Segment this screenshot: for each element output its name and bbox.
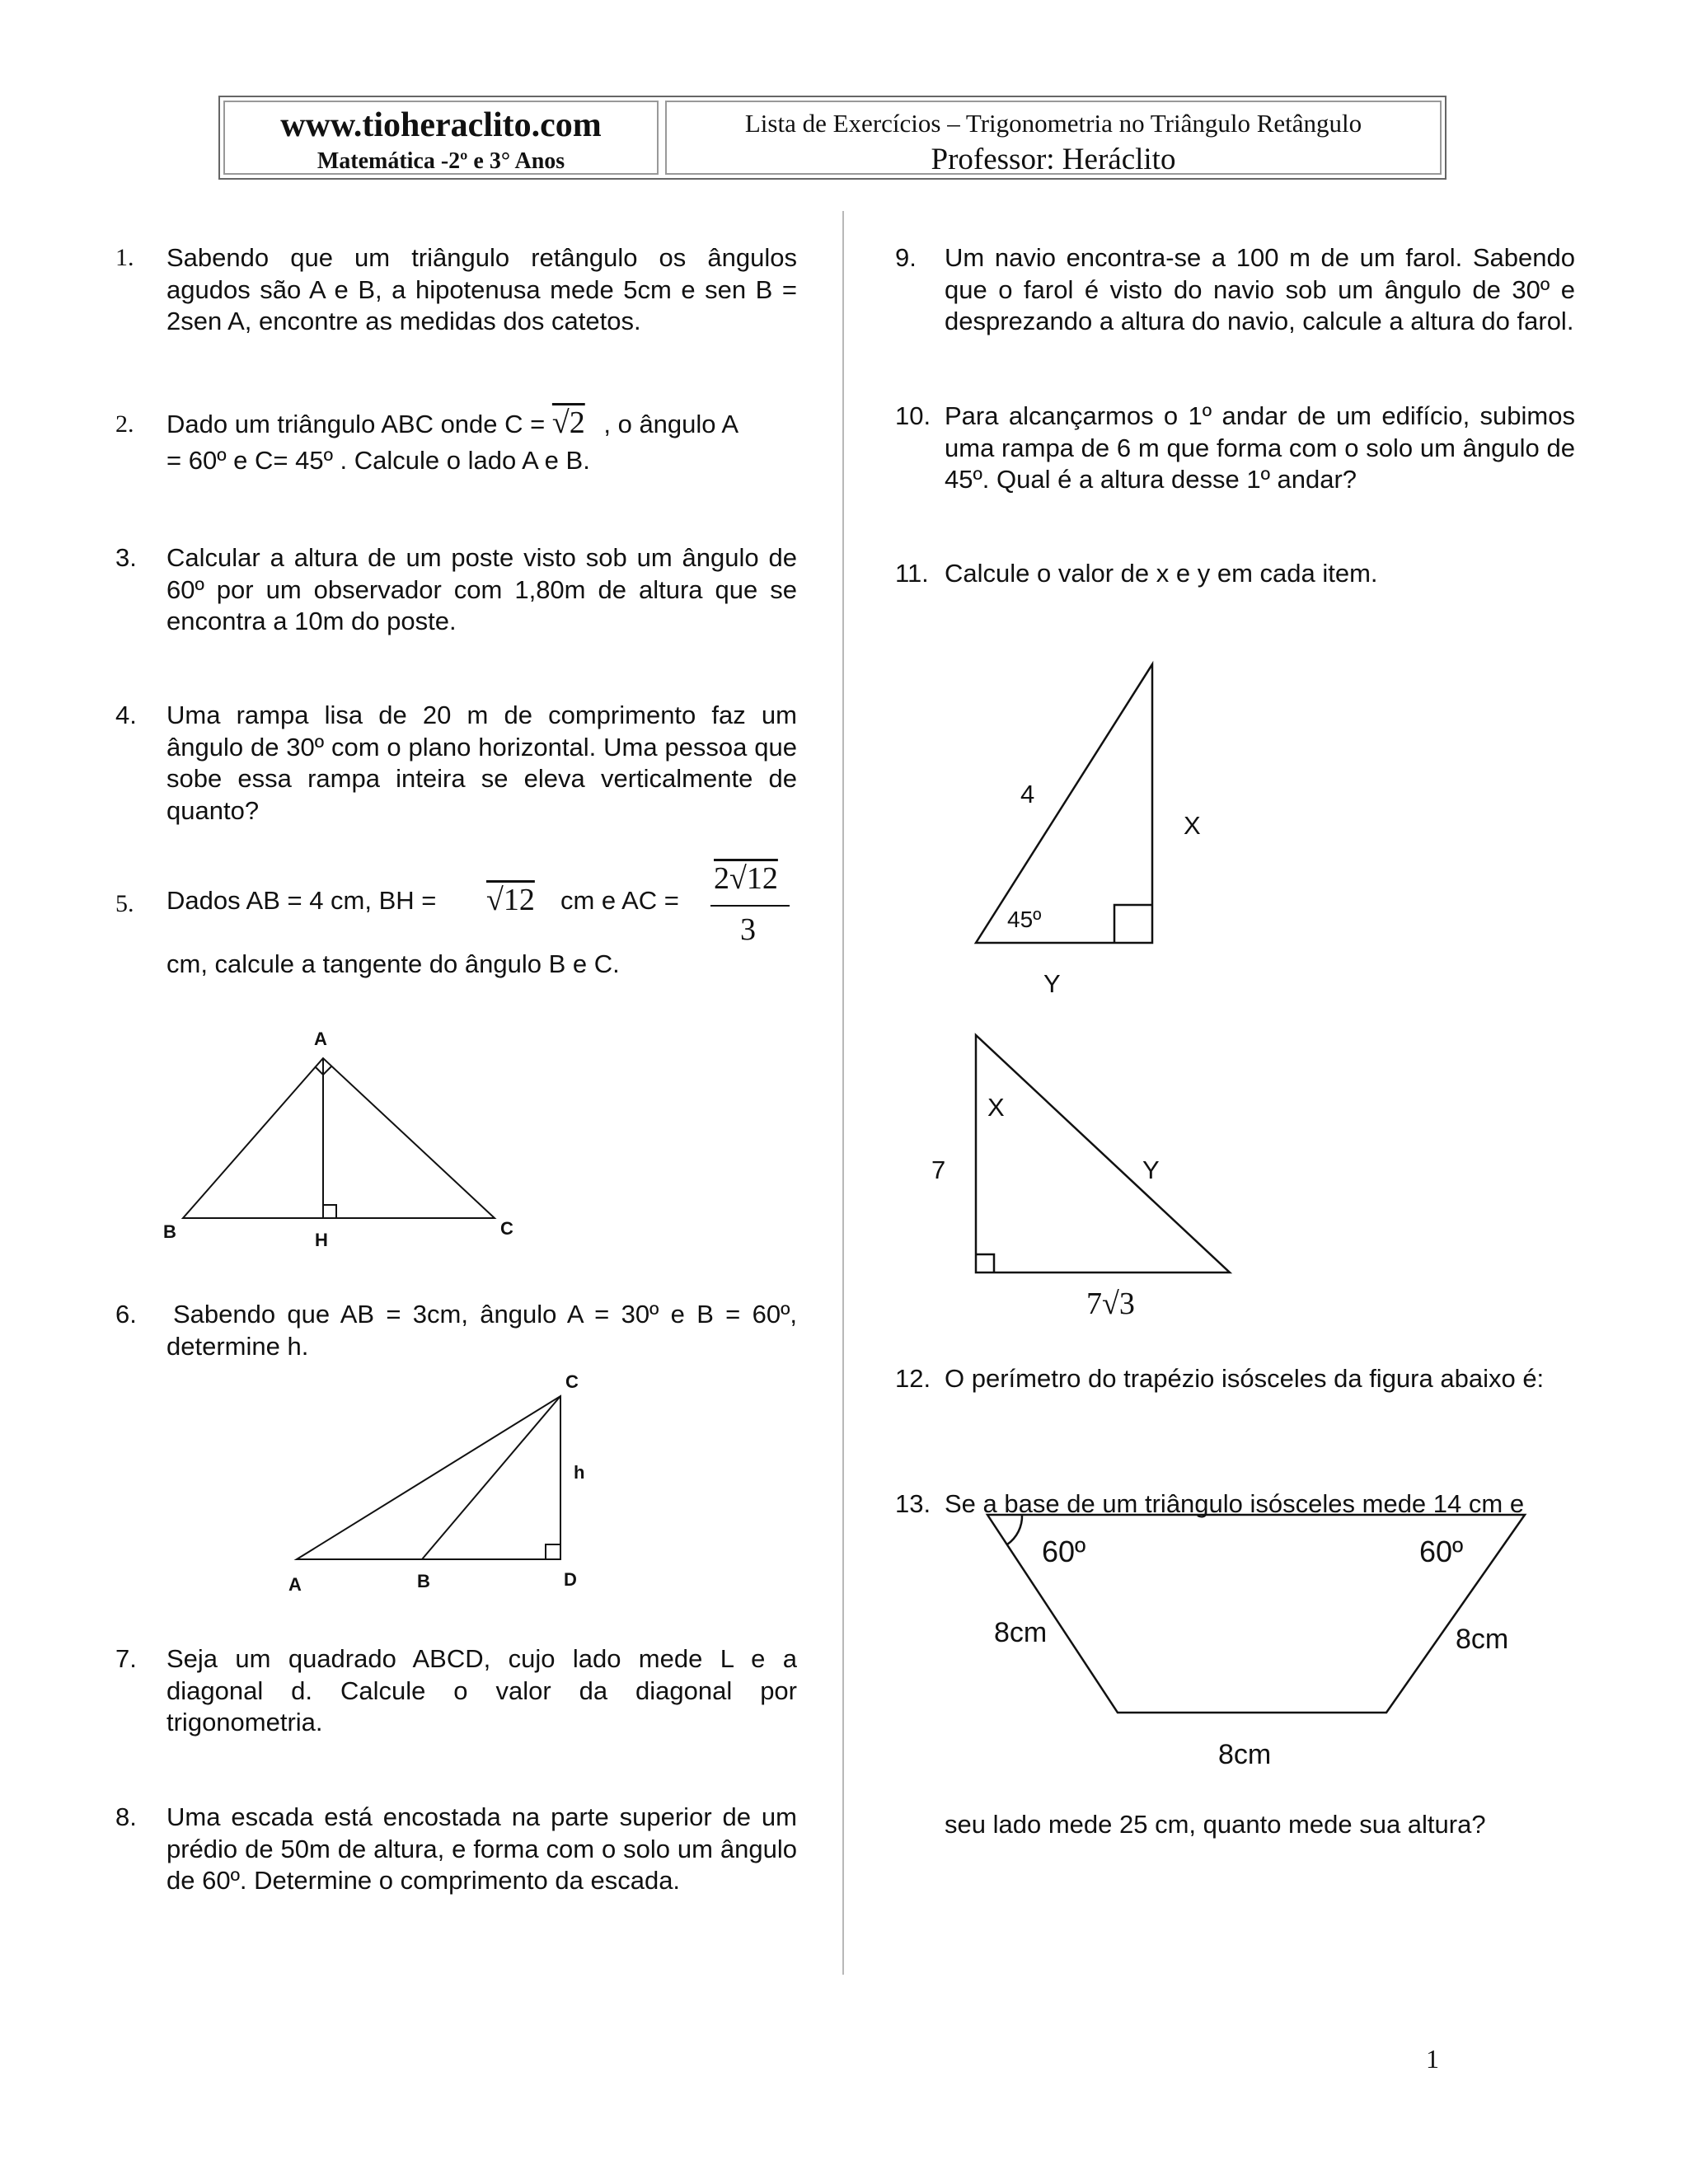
header-box [218, 96, 1447, 180]
question-5-fraction-denominator: 3 [740, 912, 756, 947]
triangle-abc [183, 1058, 495, 1218]
question-4-text: Uma rampa lisa de 20 m de comprimento faz um ângulo de 30º com o plano horizontal. Uma pessoa que sobe essa rampa inteira se eleva verticalmente de quanto? [166, 701, 797, 825]
question-12-number: 12. [895, 1364, 931, 1393]
segment-bc [422, 1396, 560, 1559]
question-1-text: Sabendo que um triângulo retângulo os ângulos agudos são A e B, a hipotenusa mede 5cm e sen B = 2sen A, encontre as medidas dos catetos. [166, 243, 797, 335]
question-7-number: 7. [115, 1644, 137, 1673]
question-9-text: Um navio encontra-se a 100 m de um farol. Sabendo que o farol é visto do navio sob um ângulo de 30º e desprezando a altura do navio, calcule a altura do farol. [945, 243, 1575, 335]
fig6-label-c: C [565, 1371, 579, 1392]
question-3-number: 3. [115, 543, 137, 572]
figure-q6-triangle [280, 1368, 593, 1566]
right-angle-h [323, 1205, 336, 1218]
question-5-number: 5. [115, 890, 134, 917]
question-5-text-b: cm e AC = [560, 886, 679, 915]
fig12-label-bottom: 8cm [1218, 1739, 1272, 1770]
header-right-cell [665, 101, 1442, 175]
question-5-fraction-bar [710, 905, 790, 907]
fig11a-label-x: X [1184, 811, 1201, 840]
question-9-number: 9. [895, 243, 917, 272]
fig6-label-d: D [564, 1569, 577, 1590]
page-number: 1 [1426, 2044, 1439, 2074]
header-left-cell [223, 101, 659, 175]
question-6-text: Sabendo que AB = 3cm, ângulo A = 30º e B = 60º, determine h. [166, 1300, 797, 1361]
triangle-11a [976, 664, 1152, 943]
question-7-text: Seja um quadrado ABCD, cujo lado mede L e a diagonal d. Calcule o valor da diagonal por trigonometria. [166, 1644, 797, 1736]
question-2-line2: = 60º e C= 45º . Calcule o lado A e B. [166, 446, 590, 475]
fig5-label-a: A [314, 1029, 327, 1049]
question-11-number: 11. [895, 559, 929, 588]
fig12-label-side-right: 8cm [1456, 1624, 1509, 1655]
fig6-label-b: B [417, 1571, 430, 1591]
right-angle-d [546, 1544, 560, 1559]
fig5-label-c: C [500, 1218, 513, 1239]
question-2-text-a: Dado um triângulo ABC onde C = [166, 410, 546, 438]
site-title: www.tioheraclito.com [280, 106, 602, 144]
course-subtitle: Matemática -2º e 3° Anos [316, 148, 565, 174]
question-5-fraction-numerator: 2√12 [714, 861, 778, 896]
question-10-text: Para alcançarmos o 1º andar de um edifício, subimos uma rampa de 6 m que forma com o solo um ângulo de 45º. Qual é a altura desse 1º andar? [945, 401, 1575, 494]
question-5-text-a: Dados AB = 4 cm, BH = [166, 886, 437, 915]
question-13-continuation: seu lado mede 25 cm, quanto mede sua altura? [945, 1810, 1486, 1839]
question-11-text: Calcule o valor de x e y em cada item. [945, 559, 1378, 588]
question-2-text-b: , o ângulo A [603, 410, 739, 438]
question-8-text: Uma escada está encostada na parte superior de um prédio de 50m de altura, e forma com o solo um ângulo de 60º. Determine o comprimento da escada. [166, 1802, 797, 1895]
fig11b-label-y: Y [1142, 1155, 1160, 1184]
list-title: Lista de Exercícios – Trigonometria no Triângulo Retângulo [744, 109, 1362, 138]
triangle-acd [297, 1396, 560, 1559]
column-divider [842, 211, 844, 1975]
question-4-number: 4. [115, 701, 137, 729]
angle-arc-left [1007, 1515, 1022, 1544]
question-2-number: 2. [115, 410, 134, 438]
fig5-label-b: B [163, 1221, 176, 1242]
fig11b-label-base: 7√3 [1086, 1286, 1135, 1321]
right-angle-11a [1114, 905, 1152, 943]
fig12-label-angle-left: 60º [1042, 1535, 1086, 1568]
triangle-11b [976, 1035, 1230, 1272]
question-6-number: 6. [115, 1300, 137, 1329]
right-angle-11b [976, 1254, 994, 1272]
fig6-label-h: h [574, 1462, 585, 1483]
question-3-text: Calcular a altura de um poste visto sob um ângulo de 60º por um observador com 1,80m de altura que se encontra a 10m do poste. [166, 543, 797, 635]
question-1-number: 1. [115, 244, 134, 271]
fig12-label-side-left: 8cm [994, 1617, 1048, 1648]
question-13-number: 13. [895, 1489, 931, 1518]
fig6-label-a: A [288, 1574, 302, 1595]
question-2-line1 [166, 406, 801, 441]
fig11a-label-hyp: 4 [1020, 780, 1035, 808]
question-13-text: Se a base de um triângulo isósceles mede 14 cm e [945, 1489, 1525, 1518]
fig12-label-angle-right: 60º [1419, 1535, 1464, 1568]
question-12-text: O perímetro do trapézio isósceles da figura abaixo é: [945, 1364, 1545, 1393]
question-10-number: 10. [895, 401, 931, 430]
fig5-label-h: H [315, 1230, 328, 1250]
figure-q11a-triangle [964, 659, 1162, 948]
question-8-number: 8. [115, 1802, 137, 1831]
fig11b-label-x: X [987, 1093, 1005, 1122]
professor-name: Professor: Heráclito [931, 143, 1176, 176]
figure-q5-triangle [148, 1022, 536, 1261]
question-5-line2: cm, calcule a tangente do ângulo B e C. [166, 949, 620, 978]
fig11b-label-7: 7 [931, 1155, 946, 1184]
fig11a-label-y: Y [1043, 969, 1061, 998]
fig11a-label-angle: 45º [1007, 907, 1042, 932]
question-5-sqrt: √12 [486, 883, 535, 917]
question-2-sqrt: √2 [551, 405, 585, 440]
figure-q11b-triangle [964, 1030, 1236, 1277]
